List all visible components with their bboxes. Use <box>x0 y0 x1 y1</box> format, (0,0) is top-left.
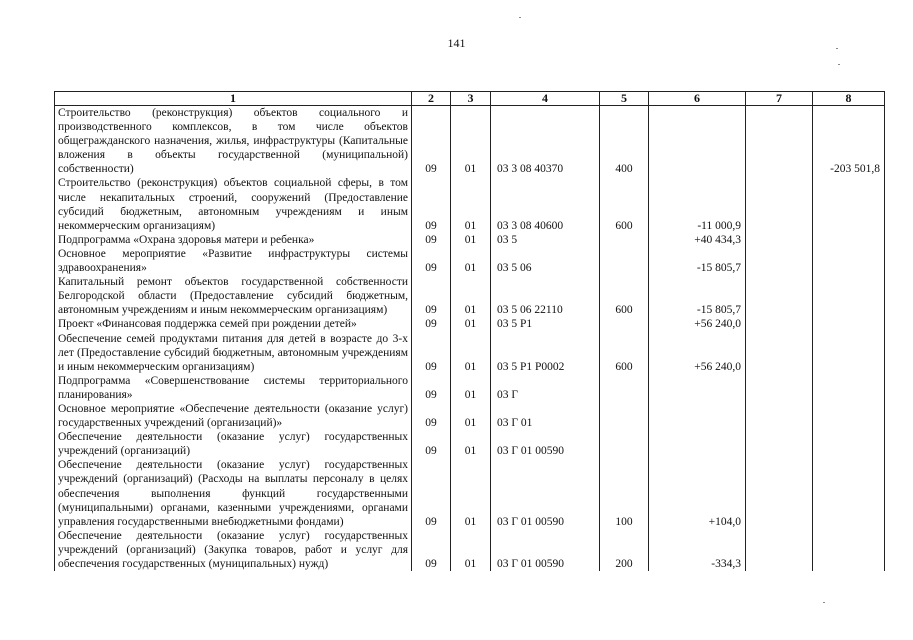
header-col-8: 8 <box>813 92 885 106</box>
row-section-code: 09 <box>412 317 451 331</box>
row-description: Подпрограмма «Совершенствование системы территориального планирования» <box>55 374 412 402</box>
row-amount-col6: +56 240,0 <box>649 332 746 374</box>
row-description: Проект «Финансовая поддержка семей при рождении детей» <box>55 317 412 331</box>
row-target-article-code: 03 Г 01 00590 <box>491 458 600 528</box>
header-col-5: 5 <box>600 92 649 106</box>
row-target-article-code: 03 3 08 40600 <box>491 176 600 232</box>
row-expense-type-code <box>600 247 649 275</box>
row-section-code: 09 <box>412 430 451 458</box>
row-expense-type-code: 100 <box>600 458 649 528</box>
header-col-3: 3 <box>451 92 491 106</box>
table-row <box>55 402 885 430</box>
row-subsection-code: 01 <box>451 332 491 374</box>
table-row <box>55 106 885 177</box>
table-row <box>55 247 885 275</box>
row-section-code: 09 <box>412 529 451 571</box>
row-target-article-code: 03 Г 01 <box>491 402 600 430</box>
row-subsection-code: 01 <box>451 317 491 331</box>
row-amount-col6: +40 434,3 <box>649 233 746 247</box>
row-expense-type-code: 600 <box>600 332 649 374</box>
header-col-2: 2 <box>412 92 451 106</box>
row-target-article-code: 03 Г <box>491 374 600 402</box>
row-amount-col6 <box>649 374 746 402</box>
row-section-code: 09 <box>412 176 451 232</box>
row-section-code: 09 <box>412 402 451 430</box>
scan-speck <box>519 17 521 18</box>
row-subsection-code: 01 <box>451 430 491 458</box>
row-target-article-code: 03 5 P1 <box>491 317 600 331</box>
row-section-code: 09 <box>412 106 451 177</box>
header-col-6: 6 <box>649 92 746 106</box>
row-expense-type-code <box>600 233 649 247</box>
row-amount-col7 <box>746 233 813 247</box>
row-amount-col6 <box>649 106 746 177</box>
row-amount-col6: -11 000,9 <box>649 176 746 232</box>
row-amount-col8 <box>813 402 885 430</box>
table-row <box>55 529 885 571</box>
scan-speck <box>823 602 825 603</box>
row-subsection-code: 01 <box>451 106 491 177</box>
row-amount-col8 <box>813 374 885 402</box>
row-subsection-code: 01 <box>451 374 491 402</box>
row-amount-col6 <box>649 430 746 458</box>
row-section-code: 09 <box>412 332 451 374</box>
row-amount-col8 <box>813 317 885 331</box>
row-amount-col6: +104,0 <box>649 458 746 528</box>
row-amount-col7 <box>746 374 813 402</box>
row-description: Основное мероприятие «Развитие инфраструктуры системы здравоохранения» <box>55 247 412 275</box>
row-amount-col7 <box>746 275 813 317</box>
row-amount-col7 <box>746 529 813 571</box>
row-subsection-code: 01 <box>451 275 491 317</box>
row-amount-col6 <box>649 402 746 430</box>
row-target-article-code: 03 3 08 40370 <box>491 106 600 177</box>
row-amount-col7 <box>746 458 813 528</box>
row-amount-col8 <box>813 233 885 247</box>
row-expense-type-code <box>600 317 649 331</box>
row-amount-col8 <box>813 247 885 275</box>
row-amount-col6: +56 240,0 <box>649 317 746 331</box>
row-section-code: 09 <box>412 458 451 528</box>
row-amount-col6: -334,3 <box>649 529 746 571</box>
row-description: Обеспечение деятельности (оказание услуг) государственных учреждений (организаций) (Закупка товаров, работ и услуг для обеспечения государственных (муниципальных) нужд) <box>55 529 412 571</box>
row-expense-type-code <box>600 402 649 430</box>
scan-speck <box>836 48 838 49</box>
row-amount-col6: -15 805,7 <box>649 247 746 275</box>
table-row <box>55 275 885 317</box>
row-description: Подпрограмма «Охрана здоровья матери и ребенка» <box>55 233 412 247</box>
row-subsection-code: 01 <box>451 233 491 247</box>
row-description: Строительство (реконструкция) объектов социальной сферы, в том числе некапитальных строений, сооружений (Предоставление субсидий бюджетным, автономным учреждениям и иным некоммерческим организациям) <box>55 176 412 232</box>
row-target-article-code: 03 5 P1 P0002 <box>491 332 600 374</box>
row-amount-col8 <box>813 430 885 458</box>
row-target-article-code: 03 Г 01 00590 <box>491 430 600 458</box>
row-section-code: 09 <box>412 275 451 317</box>
table-row <box>55 176 885 232</box>
page-number: 141 <box>447 36 466 50</box>
row-description: Основное мероприятие «Обеспечение деятельности (оказание услуг) государственных учреждений (организаций)» <box>55 402 412 430</box>
row-amount-col6: -15 805,7 <box>649 275 746 317</box>
row-amount-col8 <box>813 275 885 317</box>
row-amount-col8 <box>813 176 885 232</box>
header-col-1: 1 <box>55 92 412 106</box>
row-description: Обеспечение семей продуктами питания для детей в возрасте до 3-х лет (Предоставление субсидий бюджетным, автономным учреждениям и иным некоммерческим организациям) <box>55 332 412 374</box>
row-description: Обеспечение деятельности (оказание услуг) государственных учреждений (организаций) <box>55 430 412 458</box>
row-subsection-code: 01 <box>451 176 491 232</box>
table-row <box>55 233 885 247</box>
row-expense-type-code: 600 <box>600 176 649 232</box>
row-amount-col7 <box>746 402 813 430</box>
table-row <box>55 374 885 402</box>
row-expense-type-code: 400 <box>600 106 649 177</box>
row-description: Капитальный ремонт объектов государственной собственности Белгородской области (Предоставление субсидий бюджетным, автономным учреждениям и иным некоммерческим организациям) <box>55 275 412 317</box>
table-row <box>55 332 885 374</box>
row-section-code: 09 <box>412 233 451 247</box>
row-description: Строительство (реконструкция) объектов социального и производственного комплексов, в том числе объектов общегражданского назначения, жилья, инфраструктуры (Капитальные вложения в объекты государственной (муниципальной) собственности) <box>55 106 412 177</box>
row-target-article-code: 03 5 06 <box>491 247 600 275</box>
row-amount-col7 <box>746 332 813 374</box>
table-body <box>55 106 885 572</box>
row-amount-col8 <box>813 332 885 374</box>
row-amount-col7 <box>746 176 813 232</box>
row-amount-col7 <box>746 247 813 275</box>
row-section-code: 09 <box>412 247 451 275</box>
table-row <box>55 430 885 458</box>
row-subsection-code: 01 <box>451 458 491 528</box>
row-description: Обеспечение деятельности (оказание услуг) государственных учреждений (организаций) (Расходы на выплаты персоналу в целях обеспечения выполнения функций государственными (муниципальными) органами, казенными учреждениями, органами управления государственными внебюджетными фондами) <box>55 458 412 528</box>
row-subsection-code: 01 <box>451 529 491 571</box>
row-expense-type-code <box>600 430 649 458</box>
row-amount-col7 <box>746 430 813 458</box>
row-subsection-code: 01 <box>451 402 491 430</box>
row-section-code: 09 <box>412 374 451 402</box>
row-amount-col8 <box>813 529 885 571</box>
budget-table <box>54 91 885 571</box>
table-header-row <box>55 92 885 106</box>
row-amount-col7 <box>746 317 813 331</box>
header-col-4: 4 <box>491 92 600 106</box>
row-amount-col8: -203 501,8 <box>813 106 885 177</box>
row-subsection-code: 01 <box>451 247 491 275</box>
row-amount-col7 <box>746 106 813 177</box>
row-target-article-code: 03 5 <box>491 233 600 247</box>
table-row <box>55 317 885 331</box>
row-target-article-code: 03 Г 01 00590 <box>491 529 600 571</box>
header-col-7: 7 <box>746 92 813 106</box>
table-row <box>55 458 885 528</box>
row-amount-col8 <box>813 458 885 528</box>
row-expense-type-code: 200 <box>600 529 649 571</box>
row-expense-type-code <box>600 374 649 402</box>
row-expense-type-code: 600 <box>600 275 649 317</box>
scan-speck <box>838 64 840 65</box>
row-target-article-code: 03 5 06 22110 <box>491 275 600 317</box>
